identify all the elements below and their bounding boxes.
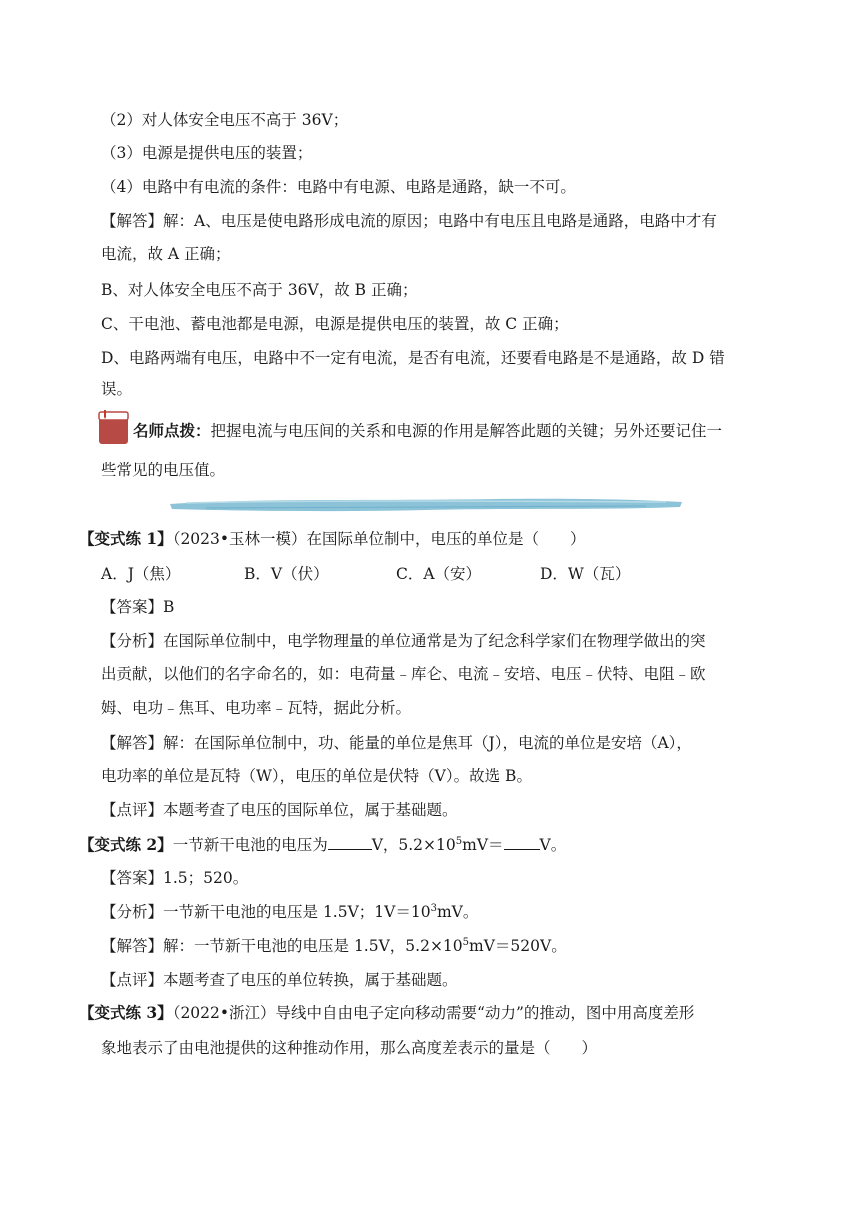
analysis-part-a: 一节新干电池的电压是 1.5V；1V＝10 (163, 903, 431, 921)
analysis-text: 在国际单位制中，电学物理量的单位通常是为了纪念科学家们在物理学做出的突 (163, 632, 706, 650)
stem-part-a: 一节新干电池的电压为 (172, 836, 328, 854)
intro-line-3: （3）电源是提供电压的装置； (101, 144, 313, 162)
exercise-1-stem (79, 529, 586, 549)
tip-label: 名师点拨： (133, 421, 211, 440)
stem-part-b: V，5.2×10 (371, 836, 456, 854)
solution-exponent: 5 (462, 937, 470, 948)
tip-line-2: 些常见的电压值。 (101, 461, 226, 479)
solution-line-1 (101, 211, 717, 231)
answer-blank-1 (328, 834, 372, 850)
intro-line-4: （4）电路中有电流的条件：电路中有电源、电路是通路，缺一不可。 (101, 178, 576, 196)
exercise-1-analysis-3: 姆、电功﹣焦耳、电功率﹣瓦特，据此分析。 (101, 699, 412, 717)
tip-text: 把握电流与电压间的关系和电源的作用是解答此题的关键；另外还要记住一 (210, 422, 723, 440)
stem-part-d: V。 (539, 836, 567, 854)
answer-label: 【答案】 (101, 869, 164, 887)
solution-line-d1: D、电路两端有电压，电路中不一定有电流，是否有电流，还要看电路是不是通路，故 D 错 (101, 349, 725, 367)
exercise-2-stem (79, 834, 566, 855)
exercise-1-analysis-2: 出贡献，以他们的名字命名的，如：电荷量﹣库仑、电流﹣安培、电压﹣伏特、电阻﹣欧 (101, 665, 706, 683)
exercise-3-label: 【变式练 3】 (79, 1003, 173, 1022)
option-a: A．J（焦） (101, 565, 181, 583)
answer-label: 【答案】 (101, 598, 164, 616)
exercise-2-label: 【变式练 2】 (79, 835, 173, 854)
answer-blank-2 (504, 834, 540, 850)
exercise-3-question: （2022•浙江）导线中自由电子定向移动需要“动力”的推动，图中用高度差形 (172, 1004, 695, 1022)
exercise-1-answer (101, 597, 174, 617)
solution-part-a: 解：一节新干电池的电压是 1.5V，5.2×10 (163, 937, 463, 955)
stem-part-c: mV＝ (462, 836, 504, 854)
exercise-3-stem-1 (79, 1003, 694, 1023)
comment-label: 【点评】 (101, 801, 164, 819)
intro-line-2: （2）对人体安全电压不高于 36V； (101, 111, 349, 129)
solution-label: 【解答】 (101, 212, 164, 230)
solution-line-c: C、干电池、蓄电池都是电源，电源是提供电压的装置，故 C 正确； (101, 315, 569, 333)
answer-value: B (163, 598, 175, 616)
exercise-2-comment (101, 970, 458, 990)
exercise-1-solution-2: 电功率的单位是瓦特（W），电压的单位是伏特（V）。故选 B。 (101, 767, 532, 785)
analysis-label: 【分析】 (101, 903, 164, 921)
solution-label: 【解答】 (101, 734, 164, 752)
solution-text: 解：在国际单位制中，功、能量的单位是焦耳（J），电流的单位是安培（A）， (163, 734, 692, 752)
exercise-1-solution-1 (101, 733, 692, 753)
solution-line-2: 电流，故 A 正确； (101, 245, 231, 263)
option-b: B．V（伏） (244, 565, 329, 583)
exercise-2-answer (101, 868, 248, 888)
solution-line-d2: 误。 (101, 380, 133, 398)
exercise-1-analysis-1 (101, 631, 706, 651)
analysis-label: 【分析】 (101, 632, 164, 650)
comment-label: 【点评】 (101, 971, 164, 989)
exercise-3-stem-2: 象地表示了由电池提供的这种推动作用，那么高度差表示的量是（ ） (101, 1039, 598, 1057)
answer-value: 1.5；520。 (163, 869, 249, 887)
exercise-1-question: （2023•玉林一模）在国际单位制中，电压的单位是（ ） (172, 530, 586, 548)
option-d: D．W（瓦） (540, 565, 631, 583)
solution-label: 【解答】 (101, 937, 164, 955)
analysis-part-b: mV。 (436, 903, 479, 921)
solution-text: 解：A、电压是使电路形成电流的原因；电路中有电压且电路是通路，电路中才有 (163, 212, 717, 230)
solution-part-b: mV＝520V。 (469, 937, 567, 955)
exercise-2-solution (101, 936, 567, 956)
option-c: C．A（安） (396, 565, 482, 583)
exercise-2-analysis (101, 902, 478, 922)
stem-exponent: 5 (455, 836, 463, 847)
exercise-1-comment (101, 800, 458, 820)
solution-line-b: B、对人体安全电压不高于 36V，故 B 正确； (101, 281, 418, 299)
exercise-1-label: 【变式练 1】 (79, 529, 173, 548)
brush-divider (166, 495, 686, 517)
book-icon (98, 409, 130, 445)
comment-text: 本题考查了电压的单位转换，属于基础题。 (163, 971, 458, 989)
comment-text: 本题考查了电压的国际单位，属于基础题。 (163, 801, 458, 819)
tip-line-1 (133, 421, 722, 441)
analysis-exponent: 3 (430, 903, 437, 914)
